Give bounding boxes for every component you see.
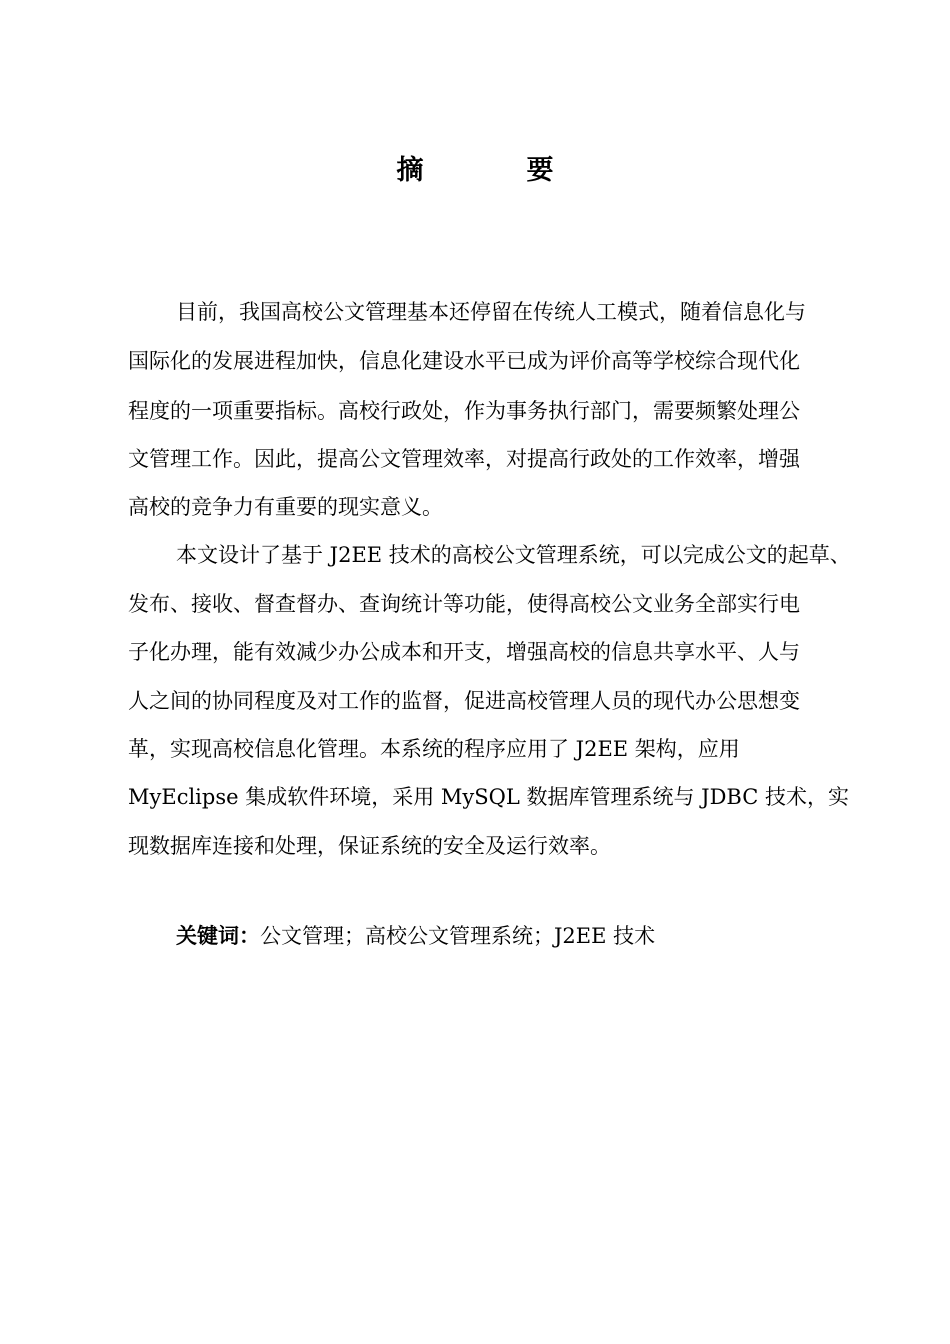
text-line: 本文设计了基于 J2EE 技术的高校公文管理系统，可以完成公文的起草、	[176, 543, 851, 567]
text-line: 程度的一项重要指标。高校行政处，作为事务执行部门，需要频繁处理公	[128, 399, 800, 423]
text-line: 现数据库连接和处理，保证系统的安全及运行效率。	[128, 834, 611, 858]
page-title: 摘 要	[396, 155, 592, 186]
text-line: 子化办理，能有效减少办公成本和开支，增强高校的信息共享水平、人与	[128, 640, 800, 664]
text-line: 国际化的发展进程加快，信息化建设水平已成为评价高等学校综合现代化	[128, 349, 800, 373]
text-line: 目前，我国高校公文管理基本还停留在传统人工模式，随着信息化与	[176, 300, 806, 324]
text-line: 高校的竞争力有重要的现实意义。	[128, 495, 443, 519]
keywords-value: 公文管理；高校公文管理系统；J2EE 技术	[260, 924, 656, 948]
text-line: 革，实现高校信息化管理。本系统的程序应用了 J2EE 架构，应用	[128, 737, 740, 761]
keywords	[176, 921, 655, 951]
text-line: 人之间的协同程度及对工作的监督，促进高校管理人员的现代办公思想变	[128, 689, 800, 713]
text-line: 发布、接收、督查督办、查询统计等功能，使得高校公文业务全部实行电	[128, 592, 800, 616]
text-line: 文管理工作。因此，提高公文管理效率，对提高行政处的工作效率，增强	[128, 447, 800, 471]
keywords-label: 关键词：	[176, 923, 260, 948]
text-line: MyEclipse 集成软件环境，采用 MySQL 数据库管理系统与 JDBC 技术，实	[128, 785, 849, 809]
